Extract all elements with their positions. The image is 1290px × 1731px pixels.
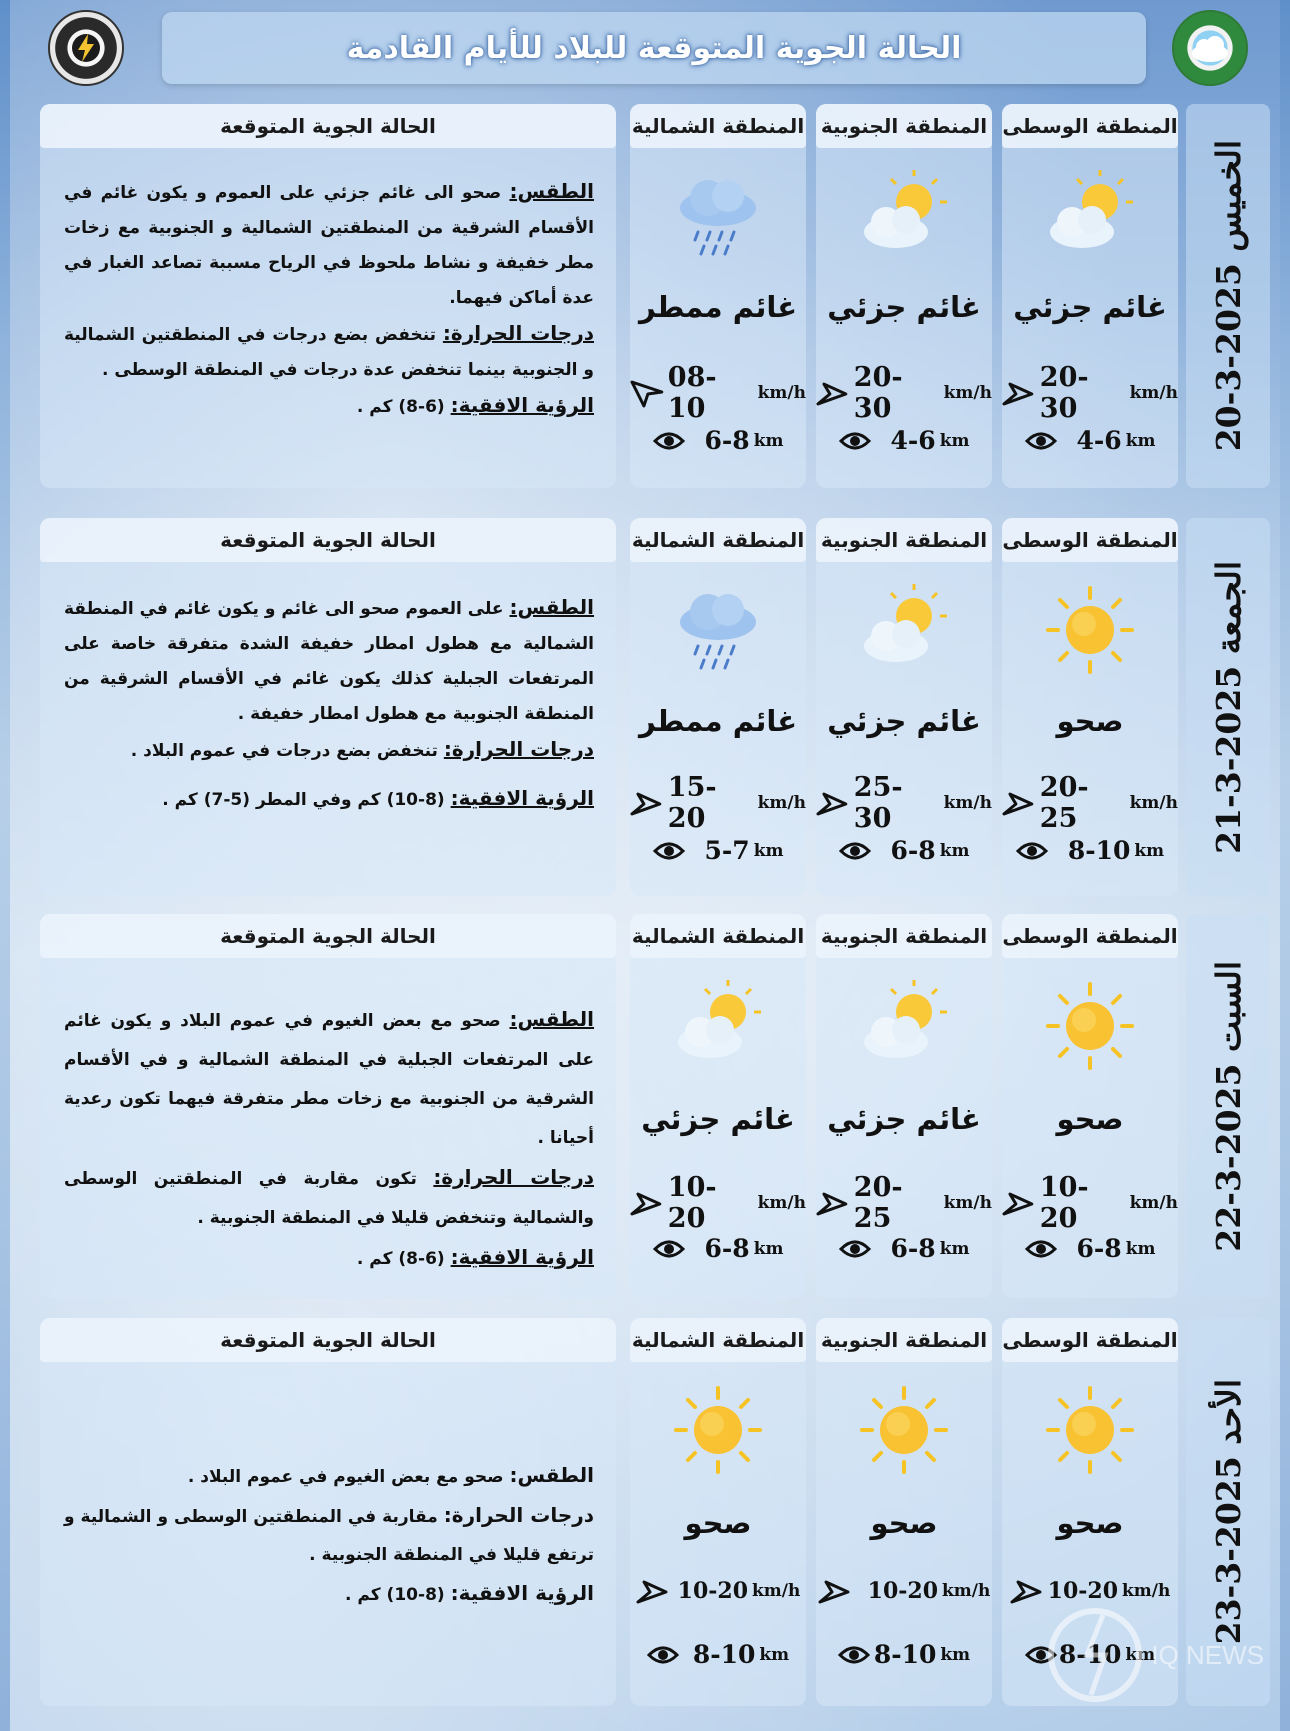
region-card-southern [816, 518, 992, 896]
date-label: السبت 2025-3-22 [1208, 960, 1248, 1252]
wind-unit: km/h [1129, 383, 1178, 403]
visibility-label: الرؤية الافقية: [450, 393, 594, 417]
visibility-unit: km [1125, 1238, 1156, 1259]
visibility-unit: km [939, 840, 970, 861]
sun-icon [672, 1384, 764, 1480]
wind-value: 10-20 [677, 1578, 749, 1604]
visibility-value: 4-6 [890, 426, 936, 455]
region-card-northern [630, 518, 806, 896]
wind-direction-icon [636, 1576, 670, 1606]
date-label: الخميس 2025-3-20 [1208, 140, 1248, 452]
eye-icon [839, 431, 871, 451]
visibility-row [630, 1640, 806, 1669]
region-title: المنطقة الوسطى [1002, 1318, 1178, 1362]
rain-cloud-icon [670, 170, 766, 264]
weather-text: على العموم صحو الى غائم و يكون غائم في المنطقة الشمالية مع هطول امطار خفيفة الشدة متفرقة خاصة على المرتفعات الجبلية كذلك يكون غائم في الأقسام الشرقية من المنطقة الجنوبية مع هطول امطار خفيفة . [64, 599, 594, 724]
wind-unit: km/h [757, 1193, 806, 1213]
wind-row [1002, 1172, 1178, 1234]
partly-cloudy-icon [670, 980, 766, 1074]
temperature-label: درجات الحرارة: [443, 737, 594, 761]
visibility-text: (6-8) كم . [356, 1249, 445, 1269]
region-card-northern [630, 914, 806, 1298]
date-box [1186, 914, 1270, 1298]
region-title: المنطقة الجنوبية [816, 914, 992, 958]
description-title: الحالة الجوية المتوقعة [40, 518, 616, 562]
wind-row [816, 1576, 992, 1606]
wind-value: 08-10 [667, 362, 717, 424]
wind-direction-icon [818, 1576, 852, 1606]
description-text [64, 1456, 594, 1614]
description-title: الحالة الجوية المتوقعة [40, 1318, 616, 1362]
partly-cloudy-icon [856, 584, 952, 678]
eye-icon [1025, 431, 1057, 451]
wind-direction-icon [1002, 378, 1036, 408]
description-text [64, 174, 594, 425]
wind-unit: km/h [1129, 793, 1178, 813]
visibility-value: 6-8 [1076, 1234, 1122, 1263]
condition-label: صحو [1056, 704, 1124, 738]
description-title: الحالة الجوية المتوقعة [40, 104, 616, 148]
condition-label: صحو [870, 1506, 938, 1540]
sun-icon [858, 1384, 950, 1480]
region-title: المنطقة الوسطى [1002, 914, 1178, 958]
condition-label: صحو [1056, 1506, 1124, 1540]
wind-unit: km/h [943, 793, 992, 813]
visibility-value: 8-10 [692, 1640, 756, 1669]
page-title-bar [162, 12, 1146, 84]
region-card-northern [630, 104, 806, 488]
temperature-text: تنخفض بضع درجات في المنطقتين الشمالية و الجنوبية بينما تنخفض عدة درجات في المنطقة الوسطى . [64, 325, 594, 380]
visibility-text: (8-10) كم وفي المطر (5-7) كم . [162, 790, 445, 810]
forecast-description-panel [40, 914, 616, 1298]
sun-icon [1044, 980, 1136, 1076]
wind-row [1002, 362, 1178, 424]
description-text [64, 1000, 594, 1279]
page-background [10, 0, 1280, 1731]
wind-unit: km/h [1122, 1581, 1171, 1601]
region-card-southern [816, 1318, 992, 1706]
wind-value: 10-20 [1047, 1578, 1119, 1604]
eye-icon [839, 841, 871, 861]
wind-value: 10-20 [1039, 1172, 1089, 1234]
watermark-text: IQ NEWS [1151, 1639, 1264, 1670]
eye-icon [838, 1645, 870, 1665]
wind-value: 20-25 [1039, 772, 1089, 834]
visibility-unit: km [1125, 430, 1156, 451]
forecast-description-panel [40, 104, 616, 488]
visibility-text: (6-8) كم . [356, 397, 445, 417]
wind-row [630, 1576, 806, 1606]
region-title: المنطقة الشمالية [630, 104, 806, 148]
wind-direction-icon [1002, 788, 1036, 818]
wind-unit: km/h [752, 1581, 801, 1601]
region-card-central [1002, 914, 1178, 1298]
day-row [30, 104, 1270, 488]
condition-label: غائم جزئي [827, 290, 981, 324]
wind-row [630, 362, 806, 424]
partly-cloudy-icon [856, 170, 952, 264]
temperature-text: مقاربة في المنطقتين الوسطى و الشمالية و ترتفع قليلا في المنطقة الجنوبية . [64, 1507, 594, 1565]
region-card-central [1002, 104, 1178, 488]
temperature-text: تكون مقاربة في المنطقتين الوسطى والشمالية وتنخفض قليلا في المنطقة الجنوبية . [64, 1169, 594, 1228]
sun-icon [1044, 584, 1136, 680]
wind-value: 25-30 [853, 772, 903, 834]
iq-news-watermark [1043, 1603, 1264, 1707]
visibility-unit: km [939, 430, 970, 451]
condition-label: غائم ممطر [638, 704, 798, 738]
wind-direction-icon [1002, 1188, 1036, 1218]
region-title: المنطقة الجنوبية [816, 104, 992, 148]
wind-direction-icon [630, 1188, 664, 1218]
region-title: المنطقة الشمالية [630, 1318, 806, 1362]
visibility-row [816, 426, 992, 455]
condition-label: غائم جزئي [641, 1102, 795, 1136]
weather-forecasting-logo [48, 10, 124, 86]
weather-text: صحو مع بعض الغيوم في عموم البلاد . [187, 1467, 504, 1487]
region-card-southern [816, 104, 992, 488]
wind-value: 20-30 [853, 362, 903, 424]
visibility-row [816, 1234, 992, 1263]
visibility-value: 6-8 [890, 836, 936, 865]
visibility-row [630, 836, 806, 865]
visibility-value: 6-8 [704, 1234, 750, 1263]
wind-row [630, 772, 806, 834]
visibility-value: 6-8 [704, 426, 750, 455]
visibility-row [816, 836, 992, 865]
wind-value: 20-30 [1039, 362, 1089, 424]
region-card-central [1002, 518, 1178, 896]
weather-text: صحو الى غائم جزئي على العموم و يكون غائم في الأقسام الشرقية من المنطقتين الشمالية و الجنوبية مع زخات مطر خفيفة و نشاط ملحوظ في الرياح مسببة تصاعد الغبار في عدة أماكن فيهما. [64, 183, 594, 308]
date-box [1186, 104, 1270, 488]
visibility-row [1002, 836, 1178, 865]
day-row [30, 518, 1270, 896]
wind-direction-icon [630, 378, 664, 408]
region-card-southern [816, 914, 992, 1298]
visibility-text: (8-10) كم . [345, 1585, 445, 1605]
temperature-label: درجات الحرارة: [443, 1503, 595, 1527]
wind-direction-icon [630, 788, 664, 818]
visibility-value: 4-6 [1076, 426, 1122, 455]
visibility-unit: km [939, 1238, 970, 1259]
partly-cloudy-icon [856, 980, 952, 1074]
region-title: المنطقة الوسطى [1002, 518, 1178, 562]
visibility-label: الرؤية الافقية: [450, 786, 594, 810]
condition-label: غائم جزئي [1013, 290, 1167, 324]
date-box [1186, 518, 1270, 896]
description-text [64, 590, 594, 818]
wind-unit: km/h [943, 383, 992, 403]
wind-row [816, 362, 992, 424]
date-label: الأحد 2025-3-23 [1208, 1379, 1248, 1645]
temperature-label: درجات الحرارة: [442, 321, 595, 345]
wind-value: 10-20 [667, 1172, 717, 1234]
wind-value: 10-20 [867, 1578, 939, 1604]
visibility-row [630, 1234, 806, 1263]
page-title: الحالة الجوية المتوقعة للبلاد للأيام القادمة [346, 30, 962, 66]
wind-direction-icon [816, 1188, 850, 1218]
description-title: الحالة الجوية المتوقعة [40, 914, 616, 958]
region-title: المنطقة الشمالية [630, 914, 806, 958]
eye-icon [1016, 841, 1048, 861]
visibility-row [630, 426, 806, 455]
wind-direction-icon [1010, 1576, 1044, 1606]
wind-unit: km/h [942, 1581, 991, 1601]
temperature-label: درجات الحرارة: [433, 1165, 594, 1189]
visibility-unit: km [753, 1238, 784, 1259]
day-row [30, 914, 1270, 1298]
wind-row [630, 1172, 806, 1234]
date-label: الجمعة 2025-3-21 [1208, 560, 1248, 854]
visibility-unit: km [753, 840, 784, 861]
region-title: المنطقة الجنوبية [816, 1318, 992, 1362]
forecast-description-panel [40, 1318, 616, 1706]
rain-cloud-icon [670, 584, 766, 678]
weather-label: الطقس: [509, 595, 595, 619]
wind-row [1002, 1576, 1178, 1606]
wind-row [816, 772, 992, 834]
region-title: المنطقة الوسطى [1002, 104, 1178, 148]
eye-icon [653, 431, 685, 451]
visibility-row [816, 1640, 992, 1669]
meteorology-authority-logo [1172, 10, 1248, 86]
wind-value: 15-20 [667, 772, 717, 834]
visibility-row [1002, 426, 1178, 455]
eye-icon [839, 1239, 871, 1259]
visibility-unit: km [753, 430, 784, 451]
visibility-value: 8-10 [873, 1640, 937, 1669]
condition-label: صحو [684, 1506, 752, 1540]
visibility-value: 8-10 [1067, 836, 1131, 865]
partly-cloudy-icon [1042, 170, 1138, 264]
wind-direction-icon [816, 378, 850, 408]
visibility-value: 5-7 [704, 836, 750, 865]
visibility-label: الرؤية الافقية: [450, 1245, 594, 1269]
temperature-text: تنخفض بضع درجات في عموم البلاد . [130, 741, 438, 761]
condition-label: غائم جزئي [827, 1102, 981, 1136]
wind-unit: km/h [757, 383, 806, 403]
visibility-unit: km [1134, 840, 1165, 861]
weather-text: صحو مع بعض الغيوم في عموم البلاد و يكون غائم على المرتفعات الجبلية في المنطقة الشمالية و في الأقسام الشرقية من الجنوبية مع زخات مطر متفرقة فيهما تكون رعدية أحيانا . [64, 1011, 594, 1148]
condition-label: غائم ممطر [638, 290, 798, 324]
visibility-unit: km [940, 1644, 971, 1665]
wind-unit: km/h [943, 1193, 992, 1213]
visibility-row [1002, 1234, 1178, 1263]
sun-icon [1044, 1384, 1136, 1480]
region-title: المنطقة الجنوبية [816, 518, 992, 562]
visibility-value: 8-10 [1058, 1640, 1122, 1669]
eye-icon [653, 841, 685, 861]
forecast-description-panel [40, 518, 616, 896]
wind-value: 20-25 [853, 1172, 903, 1234]
wind-row [1002, 772, 1178, 834]
weather-label: الطقس: [509, 1463, 594, 1487]
wind-row [816, 1172, 992, 1234]
eye-icon [653, 1239, 685, 1259]
iq-news-logo-icon [1043, 1603, 1147, 1707]
weather-label: الطقس: [509, 179, 594, 203]
visibility-unit: km [759, 1644, 790, 1665]
wind-unit: km/h [1129, 1193, 1178, 1213]
visibility-value: 6-8 [890, 1234, 936, 1263]
region-card-northern [630, 1318, 806, 1706]
visibility-unit: km [1125, 1644, 1156, 1665]
visibility-label: الرؤية الافقية: [450, 1581, 594, 1605]
region-title: المنطقة الشمالية [630, 518, 806, 562]
condition-label: صحو [1056, 1102, 1124, 1136]
wind-direction-icon [816, 788, 850, 818]
eye-icon [1025, 1239, 1057, 1259]
wind-unit: km/h [757, 793, 806, 813]
eye-icon [647, 1645, 679, 1665]
condition-label: غائم جزئي [827, 704, 981, 738]
weather-label: الطقس: [509, 1007, 595, 1031]
